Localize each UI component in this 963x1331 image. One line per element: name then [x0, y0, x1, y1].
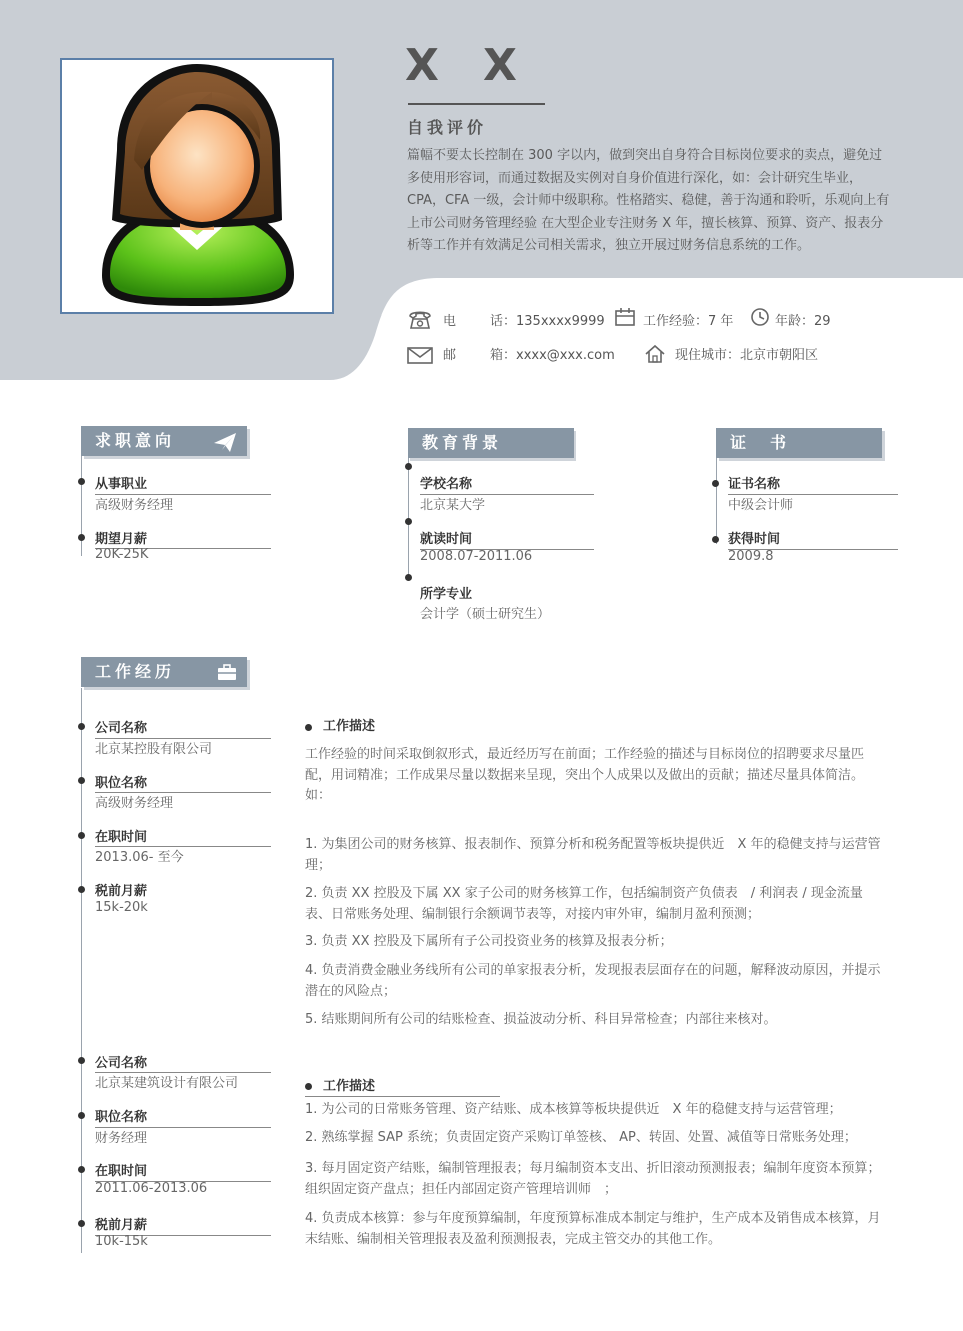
- work-point: 4. 负责消费金融业务线所有公司的单家报表分析，发现报表层面存在的问题，解释波动原因，并提示潜在的风险点；: [305, 963, 881, 999]
- timeline-dot: [78, 832, 85, 839]
- education-title: 教育背景: [422, 433, 503, 452]
- timeline-dot: [78, 886, 85, 893]
- mail-icon: [406, 345, 434, 365]
- desc-bullet-dot: [305, 1083, 312, 1090]
- major-label: 所学专业: [420, 587, 473, 602]
- expected-salary-label: 期望月薪: [95, 532, 148, 547]
- timeline-dot: [78, 1220, 85, 1227]
- job-intent-timeline: [81, 456, 82, 556]
- position-value: 高级财务经理: [95, 796, 174, 811]
- briefcase-icon: [217, 664, 237, 681]
- timeline-dot: [78, 478, 85, 485]
- school-label: 学校名称: [420, 477, 473, 492]
- name-underline: [408, 103, 545, 105]
- cert-name-label: 证书名称: [728, 477, 781, 492]
- tenure-label: 在职时间: [95, 1164, 148, 1179]
- certificate-title: 证 书: [730, 433, 791, 452]
- timeline-dot: [712, 480, 719, 487]
- timeline-dot: [78, 534, 85, 541]
- work-banner: [81, 657, 247, 687]
- work-point: 1. 为集团公司的财务核算、报表制作、预算分析和税务配置等板块提供近 X 年的稳健支持与运营管理；: [305, 837, 881, 873]
- cert-date-label: 获得时间: [728, 532, 781, 547]
- position-value: 财务经理: [95, 1131, 148, 1146]
- timeline-dot: [78, 1166, 85, 1173]
- timeline-dot: [78, 777, 85, 784]
- company-value: 北京某控股有限公司: [95, 742, 213, 757]
- contact-phone: [407, 308, 433, 334]
- work-point: 2. 熟练掌握 SAP 系统；负责固定资产采购订单签核、 AP、转固、处置、减值等日常账务处理；: [305, 1130, 857, 1145]
- timeline-dot: [405, 574, 412, 581]
- work-point: 5. 结账期间所有公司的结账检查、损益波动分析、科目异常检查；内部往来核对。: [305, 1012, 777, 1027]
- self-eval-title: 自我评价: [407, 118, 488, 137]
- work-point: 2. 负责 XX 控股及下属 XX 家子公司的财务核算工作，包括编制资产负债表 / 利润表 / 现金流量表、日常账务处理、编制银行余额调节表等，对接内审外审，编制月盈利预测；: [305, 886, 863, 922]
- work-point: 3. 负责 XX 控股及下属所有子公司投资业务的核算及报表分析；: [305, 934, 673, 949]
- timeline-dot: [405, 463, 412, 470]
- salary-value: 15k-20k: [95, 900, 148, 915]
- calendar-icon: [614, 307, 636, 327]
- expected-salary-value: 20K-25K: [95, 547, 149, 562]
- cert-name-value: 中级会计师: [728, 498, 794, 513]
- contact-city: [644, 343, 666, 369]
- study-period-label: 就读时间: [420, 532, 473, 547]
- job-intent-banner: [81, 426, 247, 456]
- work-point: 3. 每月固定资产结账，编制管理报表；每月编制资本支出、折旧滚动预测报表；编制年度资本预算；组织固定资产盘点；担任内部固定资产管理培训师 ；: [305, 1161, 881, 1197]
- timeline-dot: [712, 536, 719, 543]
- home-icon: [644, 343, 666, 365]
- job-intent-value: 高级财务经理: [95, 498, 174, 513]
- contact-age: [750, 307, 770, 331]
- school-value: 北京某大学: [420, 498, 486, 513]
- timeline-dot: [405, 518, 412, 525]
- work-desc-title: 工作描述: [323, 719, 376, 734]
- self-eval-text: 篇幅不要太长控制在 300 字以内，做到突出自身符合目标岗位要求的卖点，避免过多使用形容词，而通过数据及实例对自身价值进行深化，如：会计研究生毕业，CPA，CFA 一级，会计师中级职称。性格踏实、稳健，善于沟通和聆听，乐观向上有上市公司财务管理经验 在大型企业专注财务 X 年，擅长核算、预算、资产、报表分析等工作并有效满足公司相关需求，独立开展过财务信息系统的工作。: [407, 148, 890, 254]
- timeline-dot: [78, 1112, 85, 1119]
- name-first-char: X: [405, 40, 439, 91]
- education-banner: [408, 428, 574, 458]
- timeline-dot: [78, 1057, 85, 1064]
- work-desc-title: 工作描述: [323, 1079, 376, 1094]
- study-period-value: 2008.07-2011.06: [420, 549, 533, 564]
- experience-value: 工作经验：7 年: [643, 314, 734, 329]
- name-second-char: X: [483, 40, 517, 91]
- company-label: 公司名称: [95, 721, 148, 736]
- phone-label-a: 电: [443, 314, 457, 329]
- salary-label: 税前月薪: [95, 884, 148, 899]
- company-value: 北京某建筑设计有限公司: [95, 1076, 239, 1091]
- candidate-name: [405, 40, 561, 91]
- contact-experience: [614, 307, 636, 331]
- job-intent-label: 从事职业: [95, 477, 148, 492]
- phone-value: 话：135xxxx9999: [490, 314, 605, 329]
- work-point: 1. 为公司的日常账务管理、资产结账、成本核算等板块提供近 X 年的稳健支持与运营管理；: [305, 1102, 842, 1117]
- timeline-dot: [78, 723, 85, 730]
- contact-email: [406, 345, 434, 369]
- job-intent-title: 求职意向: [95, 431, 176, 450]
- work-title: 工作经历: [95, 662, 176, 681]
- clock-icon: [750, 307, 770, 327]
- work-desc-intro: 工作经验的时间采取倒叙形式，最近经历写在前面；工作经验的描述与目标岗位的招聘要求尽量匹配，用词精准；工作成果尽量以数据来呈现，突出个人成果以及做出的贡献；描述尽量具体简洁。如：: [305, 747, 865, 803]
- email-value: 箱：xxxx@xxx.com: [490, 348, 615, 363]
- tenure-value: 2011.06-2013.06: [95, 1181, 208, 1196]
- email-label-a: 邮: [443, 348, 457, 363]
- avatar-illustration-icon: [62, 60, 332, 312]
- desc-bullet-dot: [305, 724, 312, 731]
- company-label: 公司名称: [95, 1056, 148, 1071]
- cert-date-value: 2009.8: [728, 549, 774, 564]
- major-value: 会计学（硕士研究生）: [420, 607, 551, 622]
- age-value: 年龄：29: [775, 314, 831, 329]
- salary-label: 税前月薪: [95, 1218, 148, 1233]
- phone-icon: [407, 308, 433, 330]
- tenure-value: 2013.06- 至今: [95, 850, 184, 865]
- profile-photo: [60, 58, 334, 314]
- city-value: 现住城市：北京市朝阳区: [675, 348, 819, 363]
- desc-title-rule: [305, 1096, 500, 1097]
- paper-plane-icon: [213, 431, 237, 453]
- salary-value: 10k-15k: [95, 1234, 148, 1249]
- certificate-timeline: [716, 458, 717, 544]
- certificate-banner: [716, 428, 882, 458]
- work-point: 4. 负责成本核算：参与年度预算编制，年度预算标准成本制定与维护，生产成本及销售成本核算，月末结账、编制相关管理报表及盈利预测报表，完成主管交办的其他工作。: [305, 1211, 881, 1247]
- position-label: 职位名称: [95, 776, 148, 791]
- position-label: 职位名称: [95, 1110, 148, 1125]
- tenure-label: 在职时间: [95, 830, 148, 845]
